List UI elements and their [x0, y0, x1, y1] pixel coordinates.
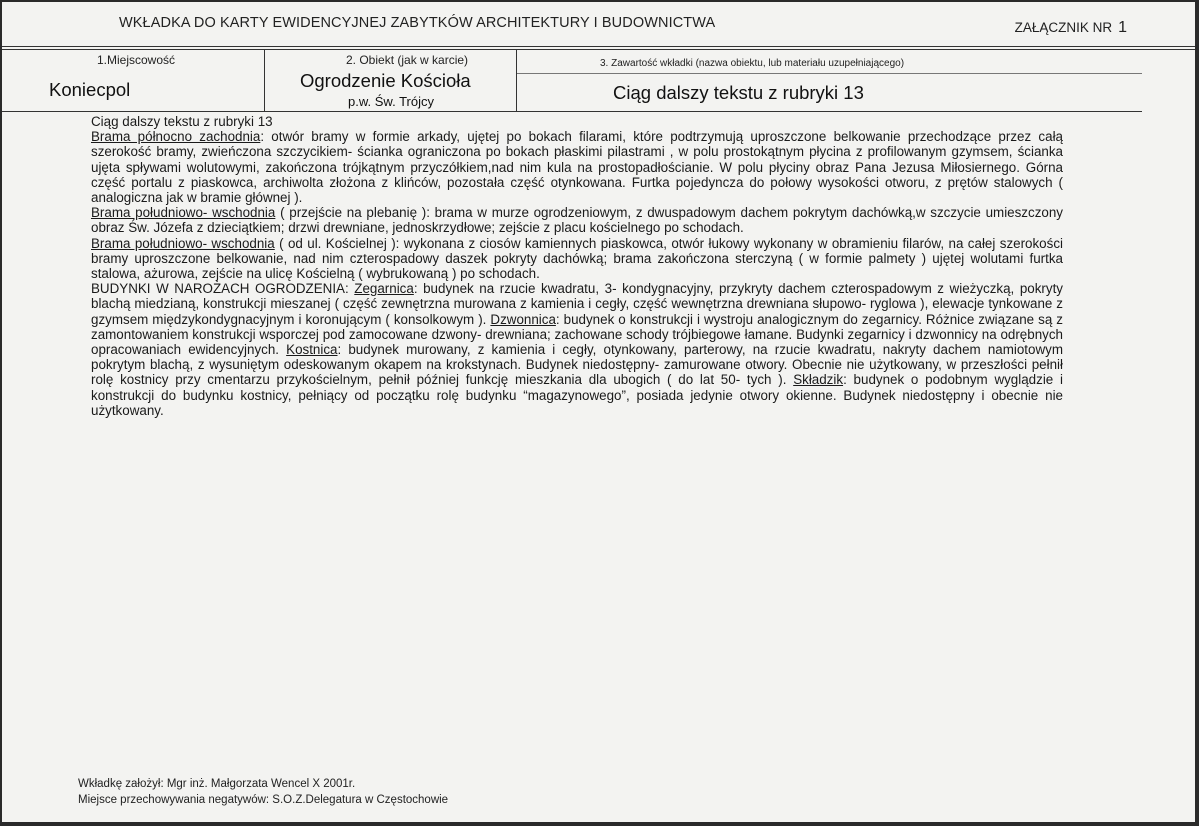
section-text: ( od ul. Kościelnej ): wykonana z ciosów kamiennych piaskowca, otwór łukowy wykonany w obramieniu filarów, na całej szerokości bramy uproszczone belkowanie, nad nim czterospadowy daszek pokryty dachówką; brama zakończona sterczyną ( w formie palmety ) ujętej wolutami furtka stalowa, ażurowa, zejście na ulicę Kościelną ( wybrukowaną ) po schodach. [91, 235, 1063, 282]
object-label: 2. Obiekt (jak w karcie) [346, 53, 469, 67]
section-lead: BUDYNKI W NAROŻACH OGRODZENIA: [91, 281, 355, 297]
paragraph-corner-buildings [91, 281, 1063, 418]
paragraph-south-east-gate-street [91, 236, 1063, 282]
section-text: : budynek o podobnym wyglądzie i konstrukcji do budynku kostnicy, pełniący od początku rolę budynku “magazynowego”, posiada jedynie otwory okienne. Budynek niedostępny i obecnie nie użytkowany. [91, 372, 1063, 418]
object-value: Ogrodzenie Kościoła [300, 70, 471, 91]
object-subvalue: p.w. Św. Trójcy [348, 94, 434, 109]
attachment-number-value: 1 [1118, 19, 1127, 36]
section-text: : budynek na rzucie kwadratu, 3- kondygnacyjny, przykryty dachem czterospadowym z wieżyczką, pokryty blachą miedzianą, konstrukcji mieszanej ( część zewnętrzna murowana z kamienia i cegły, część wewnętrzna drewniana słupowo- ryglowa ), elewacje tynkowane z gzymsem międzykondygnacyjnym i koronującym ( konsolkowym ). [91, 281, 1063, 327]
section-title: Zegarnica [354, 281, 414, 297]
section-title: Kostnica [286, 342, 338, 358]
section-text: : otwór bramy w formie arkady, ujętej po bokach filarami, które podtrzymują uproszczone belkowanie przechodzące przez całą szerokość bramy, zwieńczona szczycikiem- ścianka ograniczona po bokach płaskimi pilastrami , w polu prostokątnym płycina z profilowanym gzymsem, ścianka ujęta spływami wolutowymi, zakończona trójkątnym przyczółkiem,nad nim kula na prostopadłościanie. W polu płyciny obraz Pana Jezusa Miłosiernego. Górna część portalu z piaskowca, archiwolta złożona z klińców, pozostała część otynkowana. Furtka pojedyncza do połowy wysokości otworu, z prętów stalowych ( analogiczna jak w bramie głównej ). [91, 129, 1063, 206]
locality-value: Koniecpol [49, 79, 131, 100]
paragraph-south-east-gate-rectory [91, 205, 1063, 235]
footer-notes [78, 776, 448, 808]
contents-label-rule [517, 73, 1142, 74]
section-title: Brama południowo- wschodnia [91, 235, 275, 251]
section-text: : budynek murowany, z kamienia i cegły, otynkowany, parterowy, na rzucie kwadratu, nakryty dachem namiotowym pokrytym blachą, z wysuniętym odeskowanym okapem na krokstynach. Budynek niedostępny- zamurowane otwory. Obecnie nie użytkowany, w przeszłości pełnił rolę kostnicy przy cmentarzu przykościelnym, pełnił później funkcję mieszkania dla ubogich ( do lat 50- tych ). [91, 342, 1063, 388]
section-title: Składzik [793, 372, 844, 388]
section-title: Brama północno zachodnia [91, 129, 261, 145]
attachment-label: ZAŁĄCZNIK NR [1014, 20, 1113, 35]
section-text: : budynek o konstrukcji i wystroju analogicznym do zegarnicy. Różnice związane są z zamontowaniem konstrukcji wsporczej pod zamocowane dzwony- drewniana; zachowane schody trójbiegowe łamane. Budynki zegarnicy i dzwonnicy na odrębnych opracowaniach ewidencyjnych. [91, 311, 1063, 358]
document-sheet [2, 2, 1195, 822]
table-bottom-rule [2, 111, 1142, 112]
contents-value: Ciąg dalszy tekstu z rubryki 13 [613, 82, 864, 103]
negatives-location-line: Miejsce przechowywania negatywów: S.O.Z.Delegatura w Częstochowie [78, 794, 449, 806]
section-title: Dzwonnica [490, 311, 556, 327]
column-divider-2 [516, 49, 517, 111]
author-line: Wkładkę założył: Mgr inż. Małgorzata Wencel X 2001r. [78, 778, 356, 790]
contents-label: 3. Zawartość wkładki (nazwa obiektu, lub materiału uzupełniającego) [600, 58, 905, 69]
paragraph-north-west-gate [91, 129, 1063, 205]
column-divider-1 [264, 49, 265, 111]
intro-line: Ciąg dalszy tekstu z rubryki 13 [91, 114, 273, 129]
section-title: Brama południowo- wschodnia [91, 205, 276, 221]
table-top-rule [2, 46, 1195, 47]
locality-label: 1.Miejscowość [97, 53, 176, 67]
table-top-rule-2 [2, 49, 1195, 50]
section-text: ( przejście na plebanię ): brama w murze ogrodzeniowym, z dwuspadowym dachem pokrytym dachówką,w szczycie umieszczony obraz Św. Józefa z dzieciątkiem; drzwi drewniane, jednoskrzydłowe; zejście z placu kościelnego po schodach. [91, 205, 1063, 236]
continuation-text [91, 114, 1063, 418]
form-title: WKŁADKA DO KARTY EWIDENCYJNEJ ZABYTKÓW ARCHITEKTURY I BUDOWNICTWA [119, 15, 716, 31]
attachment-number [1015, 19, 1127, 37]
